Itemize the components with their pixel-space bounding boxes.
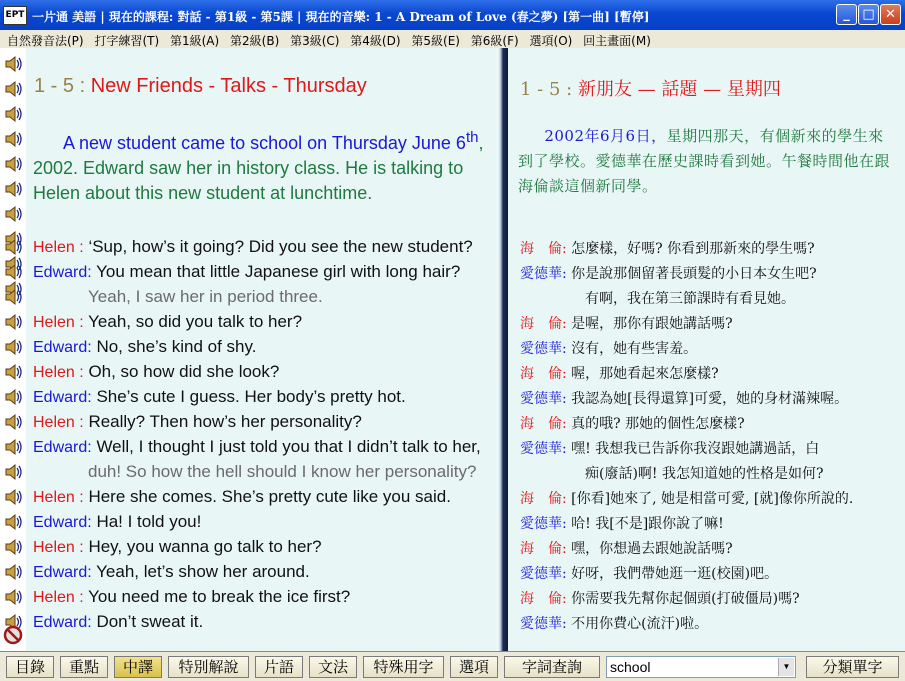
dialogue-text-en: She’s cute I guess. Her body’s pretty hot. — [96, 387, 406, 406]
dialogue-text-zh: 哈! 我[不是]跟你說了嘛! — [571, 516, 724, 532]
dialogue-line-en[interactable] — [33, 237, 473, 257]
dialogue-text-en: You need me to break the ice first? — [88, 587, 351, 606]
speaker-icon[interactable] — [3, 312, 23, 332]
menu-level-1[interactable]: 第1級(A) — [169, 34, 220, 48]
english-pane — [26, 48, 497, 651]
dictionary-lookup-button[interactable]: 字詞查詢 — [504, 656, 600, 678]
dialogue-text-zh: 真的哦? 那她的個性怎麼樣? — [571, 416, 745, 432]
menu-level-2[interactable]: 第2級(B) — [230, 34, 280, 48]
menu-bar — [0, 30, 905, 48]
intro-zh-rest: 星期四那天，有個新來的學生來到了學校。愛德華在歷史課時看到她。午餐時間他在跟海倫談這個新同學。 — [518, 127, 891, 195]
speaker-label: Edward: — [33, 564, 92, 581]
lesson-title-text: New Friends - Talks - Thursday — [90, 75, 367, 97]
dialogue-text-en: Oh, so how did she look? — [88, 362, 280, 381]
dialogue-text-zh: 是喔，那你有跟她講話嗎? — [571, 316, 733, 332]
menu-level-5[interactable]: 第5級(E) — [411, 34, 460, 48]
speaker-icon[interactable] — [3, 562, 23, 582]
lesson-number-zh: 1 - 5 : — [520, 79, 573, 100]
bottom-toolbar — [0, 651, 905, 681]
speaker-label-zh: 海 倫: — [520, 491, 567, 507]
speaker-label-zh: 海 倫: — [520, 416, 567, 432]
dialogue-line-zh[interactable] — [520, 563, 778, 583]
speaker-icon[interactable] — [3, 537, 23, 557]
dialogue-line-zh[interactable] — [520, 413, 745, 433]
speaker-icon[interactable] — [3, 104, 23, 124]
dialogue-text-zh: 你需要我先幫你起個頭(打破僵局)嗎? — [571, 591, 800, 607]
dialogue-line-zh[interactable] — [520, 588, 800, 608]
speaker-label-zh: 海 倫: — [520, 366, 567, 382]
dialogue-line-zh[interactable] — [520, 238, 815, 258]
dialogue-text-zh: 喔，那她看起來怎麼樣? — [571, 366, 719, 382]
dialogue-line-en[interactable] — [33, 387, 406, 407]
menu-level-4[interactable]: 第4級(D) — [350, 34, 401, 48]
lesson-title-en — [34, 75, 367, 98]
search-value: school — [610, 659, 651, 675]
speaker-label-zh: 海 倫: — [520, 591, 567, 607]
speaker-label: Helen : — [33, 414, 84, 431]
speaker-label: Helen : — [33, 489, 84, 506]
dialogue-line-zh[interactable] — [585, 463, 824, 483]
menu-level-6[interactable]: 第6級(F) — [470, 34, 519, 48]
dialogue-text-zh: 怎麼樣，好嗎? 你看到那新來的學生嗎? — [571, 241, 815, 257]
dialogue-line-zh[interactable] — [520, 388, 848, 408]
dialogue-text-en: Hey, you wanna go talk to her? — [88, 537, 322, 556]
speaker-label-zh: 愛德華: — [520, 616, 567, 632]
speaker-label: Helen : — [33, 589, 84, 606]
dialogue-text-en: Don’t sweat it. — [96, 612, 204, 631]
minimize-button[interactable]: _ — [836, 4, 857, 25]
dialogue-text-zh: 我認為她[長得還算]可愛，她的身材滿辣喔。 — [571, 391, 849, 407]
dialogue-text-en: ‘Sup, how’s it going? Did you see the new student? — [88, 237, 473, 256]
dialogue-line-en[interactable] — [33, 537, 322, 557]
speaker-label: Edward: — [33, 264, 92, 281]
dialogue-line-zh[interactable] — [520, 363, 719, 383]
dialogue-text-zh: [你看]她來了, 她是相當可愛, [就]像你所說的. — [571, 491, 854, 507]
intro-paragraph-en — [33, 125, 495, 206]
grammar-button[interactable]: 文法 — [309, 656, 357, 678]
contents-button[interactable]: 目錄 — [6, 656, 54, 678]
intro-paragraph-zh — [518, 124, 898, 199]
speaker-icon[interactable] — [3, 437, 23, 457]
dialogue-text-zh: 你是說那個留著長頭髮的小日本女生吧? — [571, 266, 817, 282]
dialogue-line-en[interactable] — [33, 437, 481, 457]
dialogue-line-zh[interactable] — [520, 313, 733, 333]
speaker-icon[interactable] — [3, 487, 23, 507]
content-area — [0, 48, 905, 651]
speaker-label-zh: 海 倫: — [520, 316, 567, 332]
speaker-label-zh: 海 倫: — [520, 541, 567, 557]
dialogue-line-zh[interactable] — [520, 338, 697, 358]
speaker-label: Edward: — [33, 439, 92, 456]
category-words-button[interactable]: 分類單字 — [806, 656, 899, 678]
dialogue-text-zh: 不用你費心(流汗)啦。 — [571, 616, 709, 632]
key-points-button[interactable]: 重點 — [60, 656, 108, 678]
special-notes-button[interactable]: 特別解說 — [168, 656, 249, 678]
speaker-label-zh: 愛德華: — [520, 266, 567, 282]
app-icon: EPT — [3, 6, 27, 25]
speaker-icon[interactable] — [3, 204, 23, 224]
speaker-label: Edward: — [33, 514, 92, 531]
dialogue-line-zh[interactable] — [520, 613, 708, 633]
speaker-label: Helen : — [33, 364, 84, 381]
dialogue-line-en[interactable] — [33, 487, 451, 507]
title-bar — [0, 0, 905, 30]
dialogue-text-zh: 沒有，她有些害羞。 — [571, 341, 698, 357]
speaker-label: Helen : — [33, 539, 84, 556]
dialogue-line-zh[interactable] — [520, 438, 819, 458]
speaker-label-zh: 愛德華: — [520, 516, 567, 532]
maximize-button[interactable]: □ — [858, 4, 879, 25]
menu-typing[interactable]: 打字練習(T) — [94, 34, 160, 48]
close-button[interactable]: ✕ — [880, 4, 901, 25]
dialogue-text-en: Yeah, let’s show her around. — [96, 562, 310, 581]
speaker-label: Helen : — [33, 239, 84, 256]
stop-icon[interactable] — [3, 625, 23, 645]
special-words-button[interactable]: 特殊用字 — [363, 656, 444, 678]
lesson-title-zh-text: 新朋友 — 話題 — 星期四 — [577, 79, 781, 100]
dialogue-text-zh: 嘿! 我想我已告訴你我沒跟她講過話，白 — [571, 441, 820, 457]
options-button[interactable]: 選項 — [450, 656, 498, 678]
dialogue-text-zh: 有啊，我在第三節課時有看見她。 — [585, 291, 795, 307]
dialogue-line-en[interactable] — [33, 587, 350, 607]
dialogue-line-zh[interactable] — [585, 288, 795, 308]
speaker-label-zh: 愛德華: — [520, 391, 567, 407]
menu-level-3[interactable]: 第3級(C) — [290, 34, 340, 48]
intro-sup: th — [465, 129, 479, 146]
dialogue-text-zh: 痴(廢話)啊! 我怎知道她的性格是如何? — [585, 466, 824, 482]
dialogue-text-en: Yeah, so did you talk to her? — [88, 312, 303, 331]
speaker-icon[interactable] — [3, 287, 23, 307]
dialogue-text-en: No, she’s kind of shy. — [96, 337, 257, 356]
speaker-icon[interactable] — [3, 79, 23, 99]
speaker-column — [0, 48, 26, 651]
speaker-icon[interactable] — [3, 362, 23, 382]
speaker-icon[interactable] — [3, 462, 23, 482]
intro-zh-lead: 2002年6月6日， — [544, 127, 667, 145]
menu-phonics[interactable]: 自然發音法(P) — [7, 34, 84, 48]
dialogue-text-zh: 嘿，你想過去跟她說話嗎? — [571, 541, 733, 557]
speaker-label: Edward: — [33, 614, 92, 631]
chinese-pane — [508, 48, 905, 651]
menu-options[interactable]: 選項(O) — [529, 34, 573, 48]
speaker-label-zh: 愛德華: — [520, 441, 567, 457]
dialogue-line-en[interactable] — [33, 312, 302, 332]
speaker-icon[interactable] — [3, 587, 23, 607]
window-title: 一片通 美語 | 現在的課程: 對話 - 第1級 - 第5課 | 現在的音樂: 1 - A Dream of Love (春之夢) [第一曲] [暫停] — [32, 10, 650, 24]
dialogue-line-en[interactable] — [88, 462, 476, 482]
intro-rest: , 2002. Edward saw her in history class. He is talking to Helen about this new student at lunchtime. — [33, 133, 484, 203]
speaker-icon[interactable] — [3, 512, 23, 532]
dialogue-text-en: Here she comes. She’s pretty cute like you said. — [88, 487, 451, 506]
dialogue-line-zh[interactable] — [520, 538, 733, 558]
search-input[interactable] — [606, 656, 796, 678]
speaker-icon[interactable] — [3, 154, 23, 174]
phrases-button[interactable]: 片語 — [255, 656, 303, 678]
speaker-label-zh: 愛德華: — [520, 341, 567, 357]
dialogue-line-en[interactable] — [33, 512, 201, 532]
speaker-icon[interactable] — [3, 262, 23, 282]
speaker-label-zh: 愛德華: — [520, 566, 567, 582]
speaker-icon[interactable] — [3, 54, 23, 74]
speaker-icon[interactable] — [3, 129, 23, 149]
translation-button[interactable]: 中譯 — [114, 656, 162, 678]
dialogue-line-en[interactable] — [88, 287, 323, 307]
pane-divider[interactable] — [497, 48, 508, 651]
lesson-title-zh — [520, 75, 781, 101]
dialogue-line-en[interactable] — [33, 412, 362, 432]
dialogue-text-en: Yeah, I saw her in period three. — [88, 287, 323, 306]
dialogue-line-en[interactable] — [33, 362, 279, 382]
dialogue-text-zh: 好呀，我們帶她逛一逛(校園)吧。 — [571, 566, 779, 582]
dialogue-text-en: Ha! I told you! — [96, 512, 202, 531]
speaker-icon[interactable] — [3, 179, 23, 199]
dialogue-line-en[interactable] — [33, 262, 460, 282]
chevron-down-icon[interactable]: ▼ — [778, 658, 794, 676]
dialogue-line-zh[interactable] — [520, 263, 817, 283]
dialogue-text-en: Well, I thought I just told you that I didn’t talk to her, — [96, 437, 481, 456]
dialogue-line-zh[interactable] — [520, 513, 724, 533]
dialogue-line-en[interactable] — [33, 337, 256, 357]
speaker-label: Helen : — [33, 314, 84, 331]
dialogue-line-zh[interactable] — [520, 488, 853, 508]
intro-lead: A new student came to school on Thursday June 6 — [63, 133, 466, 153]
dialogue-text-en: Really? Then how’s her personality? — [88, 412, 362, 431]
lesson-number: 1 - 5 : — [34, 75, 86, 97]
speaker-label: Edward: — [33, 339, 92, 356]
speaker-icon[interactable] — [3, 237, 23, 257]
dialogue-line-en[interactable] — [33, 562, 310, 582]
speaker-label: Edward: — [33, 389, 92, 406]
dialogue-line-en[interactable] — [33, 612, 203, 632]
speaker-label-zh: 海 倫: — [520, 241, 567, 257]
dialogue-text-en: You mean that little Japanese girl with long hair? — [96, 262, 461, 281]
speaker-icon[interactable] — [3, 412, 23, 432]
speaker-icon[interactable] — [3, 387, 23, 407]
speaker-icon[interactable] — [3, 337, 23, 357]
dialogue-text-en: duh! So how the hell should I know her personality? — [88, 462, 477, 481]
menu-home[interactable]: 回主畫面(M) — [583, 34, 651, 48]
